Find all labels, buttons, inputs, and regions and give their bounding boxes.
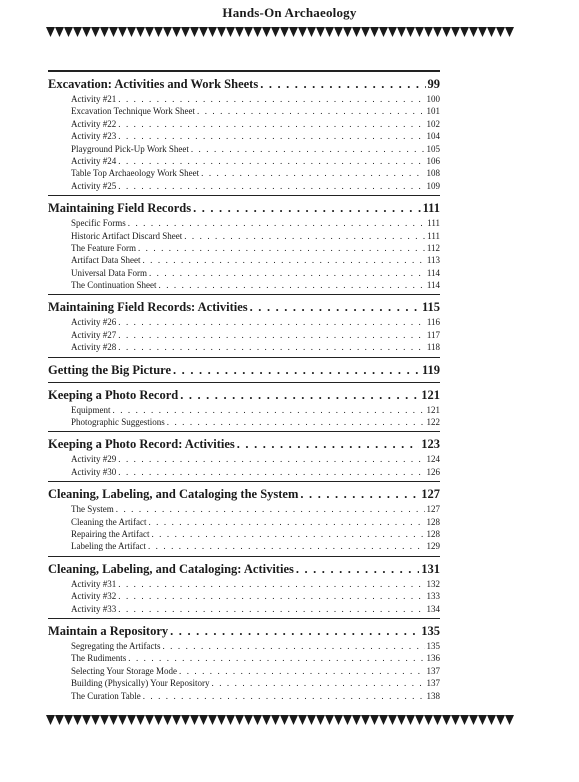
entry-page-number: 108 [426, 168, 440, 179]
toc-entry[interactable] [48, 466, 440, 478]
dot-leader [138, 242, 425, 254]
dot-leader [118, 329, 425, 341]
entry-page-number: 129 [426, 541, 440, 552]
entry-page-number: 116 [426, 317, 440, 328]
toc-entry[interactable] [48, 690, 440, 702]
entry-title: Table Top Archaeology Work Sheet [71, 168, 200, 179]
entry-page-number: 111 [427, 218, 440, 229]
dot-leader [118, 130, 424, 142]
dot-leader [113, 404, 425, 416]
entry-title: Activity #22 [71, 118, 117, 129]
dot-leader [212, 677, 425, 689]
entry-title: Segregating the Artifacts [71, 640, 161, 651]
entry-title: Activity #28 [71, 342, 117, 353]
toc-entry[interactable] [48, 665, 440, 677]
entry-page-number: 137 [426, 678, 440, 689]
toc-entry[interactable] [48, 503, 440, 515]
entry-title: Artifact Data Sheet [71, 255, 141, 266]
toc-entry[interactable] [48, 590, 440, 602]
entry-title: Activity #23 [71, 131, 117, 142]
entry-title: The Rudiments [71, 653, 127, 664]
section-page-number: 99 [427, 77, 440, 91]
toc-section [48, 294, 440, 353]
entry-title: Activity #26 [71, 317, 117, 328]
toc-section [48, 70, 440, 192]
entry-page-number: 133 [426, 591, 440, 602]
toc-entry[interactable] [48, 242, 440, 254]
dot-leader [118, 590, 424, 602]
dot-leader [118, 316, 425, 328]
dot-leader [162, 640, 424, 652]
entry-title: Cleaning the Artifact [71, 516, 147, 527]
section-title: Cleaning, Labeling, and Cataloging: Activities [48, 561, 294, 576]
toc-entry[interactable] [48, 652, 440, 664]
toc-entry[interactable] [48, 105, 440, 117]
entry-title: The Curation Table [71, 690, 141, 701]
toc-section [48, 431, 440, 478]
entry-page-number: 126 [426, 466, 440, 477]
entry-page-number: 117 [426, 329, 440, 340]
entry-page-number: 118 [426, 342, 440, 353]
dot-leader [118, 603, 424, 615]
dot-leader [197, 105, 424, 117]
toc-entry[interactable] [48, 118, 440, 130]
toc-entry[interactable] [48, 316, 440, 328]
toc-section [48, 618, 440, 702]
dot-leader [184, 230, 425, 242]
toc-entry[interactable] [48, 217, 440, 229]
toc-entry[interactable] [48, 329, 440, 341]
dot-leader [170, 622, 419, 640]
entry-page-number: 135 [426, 640, 440, 651]
section-page-number: 111 [422, 201, 440, 216]
toc-entry[interactable] [48, 578, 440, 590]
dot-leader [128, 217, 425, 229]
toc-section-heading[interactable] [48, 199, 440, 217]
toc-section [48, 357, 440, 379]
section-title: Keeping a Photo Record: Activities [48, 437, 235, 452]
section-title: Maintaining Field Records: Activities [48, 300, 248, 315]
dot-leader [300, 485, 419, 503]
section-title: Maintain a Repository [48, 623, 169, 638]
zigzag-border-top-icon [46, 26, 514, 38]
entry-title: The System [71, 504, 114, 515]
entry-page-number: 111 [427, 230, 440, 241]
dot-leader [193, 199, 421, 217]
toc-section-heading[interactable] [48, 298, 440, 316]
entry-title: Building (Physically) Your Repository [71, 678, 210, 689]
toc-entry[interactable] [48, 93, 440, 105]
section-page-number: 135 [421, 623, 440, 638]
toc-section-heading[interactable] [48, 485, 440, 503]
toc-section-heading[interactable] [48, 361, 440, 379]
entry-page-number: 132 [426, 578, 440, 589]
entry-page-number: 105 [426, 143, 440, 154]
toc-section [48, 556, 440, 615]
section-title: Maintaining Field Records [48, 201, 192, 216]
entry-title: Activity #33 [71, 603, 117, 614]
dot-leader [237, 435, 419, 453]
toc-section-heading[interactable] [48, 386, 440, 404]
entry-page-number: 138 [426, 690, 440, 701]
entry-title: The Continuation Sheet [71, 280, 157, 291]
dot-leader [143, 690, 425, 702]
entry-title: Selecting Your Storage Mode [71, 665, 177, 676]
entry-title: Activity #27 [71, 329, 117, 340]
entry-page-number: 112 [426, 242, 440, 253]
toc-entry[interactable] [48, 143, 440, 155]
entry-page-number: 122 [426, 417, 440, 428]
dot-leader [149, 267, 425, 279]
toc-entry[interactable] [48, 167, 440, 179]
entry-page-number: 113 [426, 255, 440, 266]
dot-leader [191, 143, 425, 155]
entry-page-number: 106 [426, 155, 440, 166]
dot-leader [118, 155, 424, 167]
toc-entry[interactable] [48, 230, 440, 242]
dot-leader [167, 416, 425, 428]
entry-title: Activity #21 [71, 94, 117, 104]
dot-leader [159, 279, 425, 291]
entry-page-number: 114 [426, 267, 440, 278]
entry-page-number: 128 [426, 528, 440, 539]
section-title: Getting the Big Picture [48, 362, 172, 377]
section-page-number: 119 [421, 362, 440, 377]
entry-title: Historic Artifact Discard Sheet [71, 230, 183, 241]
toc-section [48, 481, 440, 553]
dot-leader [296, 560, 419, 578]
toc-entry[interactable] [48, 180, 440, 192]
page-header-title: Hands-On Archaeology [222, 5, 357, 20]
toc-entry[interactable] [48, 603, 440, 615]
entry-page-number: 137 [426, 665, 440, 676]
toc-entry[interactable] [48, 416, 440, 428]
dot-leader [118, 578, 424, 590]
dot-leader [118, 180, 424, 192]
toc-entry[interactable] [48, 130, 440, 142]
toc-section-heading[interactable] [48, 622, 440, 640]
dot-leader [250, 298, 420, 316]
entry-page-number: 124 [426, 454, 440, 465]
section-title: Keeping a Photo Record [48, 387, 179, 402]
dot-leader [173, 361, 420, 379]
toc-section [48, 382, 440, 429]
entry-page-number: 109 [426, 180, 440, 191]
dot-leader [201, 167, 424, 179]
table-of-contents [48, 70, 440, 705]
toc-entry[interactable] [48, 453, 440, 465]
toc-section [48, 195, 440, 291]
entry-page-number: 127 [426, 504, 440, 515]
entry-title: Activity #30 [71, 466, 117, 477]
entry-title: Photographic Suggestions [71, 417, 165, 428]
entry-title: Equipment [71, 404, 111, 415]
dot-leader [128, 652, 424, 664]
dot-leader [118, 341, 425, 353]
toc-entry[interactable] [48, 540, 440, 552]
entry-page-number: 128 [426, 516, 440, 527]
toc-entry[interactable] [48, 640, 440, 652]
toc-entry[interactable] [48, 341, 440, 353]
entry-page-number: 100 [426, 94, 440, 104]
toc-entry[interactable] [48, 404, 440, 416]
dot-leader [179, 665, 425, 677]
section-page-number: 127 [421, 487, 440, 502]
entry-page-number: 101 [426, 106, 440, 117]
dot-leader [148, 540, 425, 552]
zigzag-border-bottom-icon [46, 714, 514, 726]
toc-entry[interactable] [48, 267, 440, 279]
section-page-number: 131 [421, 561, 440, 576]
entry-title: Activity #32 [71, 591, 117, 602]
dot-leader [151, 528, 424, 540]
dot-leader [116, 503, 425, 515]
toc-section-heading[interactable] [48, 75, 440, 93]
toc-section-heading[interactable] [48, 435, 440, 453]
toc-entry[interactable] [48, 155, 440, 167]
section-page-number: 121 [421, 387, 440, 402]
toc-entry[interactable] [48, 254, 440, 266]
dot-leader [148, 516, 424, 528]
entry-title: Specific Forms [71, 218, 126, 229]
entry-title: Activity #31 [71, 578, 117, 589]
section-title: Excavation: Activities and Work Sheets [48, 77, 259, 91]
dot-leader [118, 453, 424, 465]
toc-entry[interactable] [48, 528, 440, 540]
entry-page-number: 104 [426, 131, 440, 142]
entry-title: The Feature Form [71, 242, 136, 253]
toc-entry[interactable] [48, 279, 440, 291]
dot-leader [180, 386, 419, 404]
dot-leader [118, 466, 424, 478]
dot-leader [118, 118, 424, 130]
entry-title: Universal Data Form [71, 267, 147, 278]
dot-leader [142, 254, 424, 266]
entry-title: Labeling the Artifact [71, 541, 146, 552]
entry-page-number: 121 [426, 404, 440, 415]
toc-section-heading[interactable] [48, 560, 440, 578]
entry-title: Repairing the Artifact [71, 528, 150, 539]
entry-title: Activity #24 [71, 155, 117, 166]
section-title: Cleaning, Labeling, and Cataloging the System [48, 487, 299, 502]
section-page-number: 123 [421, 437, 440, 452]
section-page-number: 115 [421, 300, 440, 315]
dot-leader [260, 75, 425, 93]
entry-title: Excavation Technique Work Sheet [71, 106, 196, 117]
entry-page-number: 114 [426, 280, 440, 291]
entry-title: Activity #25 [71, 180, 117, 191]
entry-title: Activity #29 [71, 454, 117, 465]
entry-page-number: 136 [426, 653, 440, 664]
toc-entry[interactable] [48, 677, 440, 689]
entry-title: Playground Pick-Up Work Sheet [71, 143, 189, 154]
entry-page-number: 134 [426, 603, 440, 614]
toc-entry[interactable] [48, 516, 440, 528]
dot-leader [118, 93, 424, 105]
entry-page-number: 102 [426, 118, 440, 129]
